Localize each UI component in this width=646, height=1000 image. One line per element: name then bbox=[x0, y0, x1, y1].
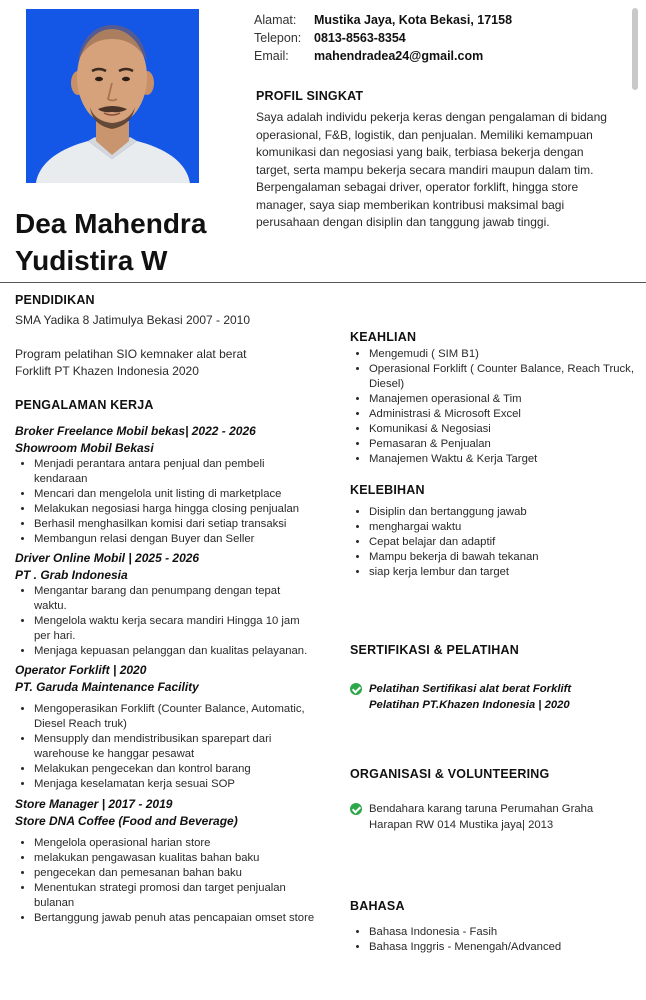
address-value: Mustika Jaya, Kota Bekasi, 17158 bbox=[314, 13, 513, 27]
list-item: • Disiplin dan bertanggung jawab bbox=[369, 505, 635, 520]
list-item: • Menjaga keselamatan kerja sesuai SOP bbox=[34, 777, 315, 792]
list-item: • Menjadi perantara antara penjual dan pembeli kendaraan bbox=[34, 457, 315, 487]
education-title: PENDIDIKAN bbox=[15, 293, 95, 307]
list-item: • Operasional Forklift ( Counter Balance, Reach Truck, Diesel) bbox=[369, 362, 635, 392]
job-title: Operator Forklift | 2020 bbox=[15, 663, 147, 677]
list-item: • Pemasaran & Penjualan bbox=[369, 437, 635, 452]
strengths-list bbox=[350, 505, 635, 580]
list-item: • Bertanggung jawab penuh atas pencapaian omset store bbox=[34, 911, 315, 926]
skills-title: KEAHLIAN bbox=[350, 330, 417, 344]
list-item: • Mengoperasikan Forklift (Counter Balance, Automatic, Diesel Reach truk) bbox=[34, 702, 315, 732]
organization-line: Bendahara karang taruna Perumahan Graha bbox=[369, 803, 594, 815]
organization-line: Harapan RW 014 Mustika jaya| 2013 bbox=[369, 819, 554, 831]
phone-value: 0813-8563-8354 bbox=[314, 31, 406, 45]
certification-entry bbox=[350, 681, 635, 713]
job-bullets bbox=[15, 836, 315, 926]
list-item: • siap kerja lembur dan target bbox=[369, 565, 635, 580]
name-line-2: Yudistira W bbox=[15, 245, 168, 276]
job-bullets bbox=[15, 457, 315, 547]
list-item: • Administrasi & Microsoft Excel bbox=[369, 407, 635, 422]
profile-text: Saya adalah individu pekerja keras dengan pengalaman di bidang operasional, F&B, logistik, dan penjualan. Memiliki kemampuan komunikasi dan negosiasi yang baik, terbiasa bekerja dengan target, serta mampu bekerja secara mandiri maupun dalam tim. Berpengalaman sebagai driver, operator forklift, hingga store manager, saya siap memberikan kontribusi maksimal bagi perusahaan dengan disiplin dan tanggung jawab tinggi. bbox=[256, 110, 607, 229]
phone-label: Telepon: bbox=[254, 31, 302, 45]
email-label: Email: bbox=[254, 49, 289, 63]
job-title: Store Manager | 2017 - 2019 bbox=[15, 797, 173, 811]
organization-title: ORGANISASI & VOLUNTEERING bbox=[350, 767, 550, 781]
profile-section bbox=[256, 89, 616, 232]
list-item: • Mengantar barang dan penumpang dengan tepat waktu. bbox=[34, 584, 315, 614]
contact-email bbox=[254, 47, 512, 65]
certification-line: Pelatihan Sertifikasi alat berat Forklift bbox=[369, 683, 572, 695]
education-item: Program pelatihan SIO kemnaker alat berat Forklift PT Khazen Indonesia 2020 bbox=[15, 347, 247, 378]
list-item: • Komunikasi & Negosiasi bbox=[369, 422, 635, 437]
languages-title: BAHASA bbox=[350, 899, 405, 913]
languages-list bbox=[350, 925, 635, 955]
contact-phone bbox=[254, 29, 512, 47]
check-circle-icon bbox=[350, 683, 362, 695]
list-item: • Mencari dan mengelola unit listing di marketplace bbox=[34, 487, 315, 502]
organization-text bbox=[369, 801, 593, 833]
job-entry bbox=[15, 550, 315, 659]
job-bullets bbox=[15, 702, 315, 792]
list-item: • Mengemudi ( SIM B1) bbox=[369, 347, 635, 362]
list-item: • Berhasil menghasilkan komisi dari setiap transaksi bbox=[34, 517, 315, 532]
list-item: • Manajemen Waktu & Kerja Target bbox=[369, 452, 635, 467]
job-company: Store DNA Coffee (Food and Beverage) bbox=[15, 814, 238, 828]
certification-text bbox=[369, 681, 571, 713]
experience-title: PENGALAMAN KERJA bbox=[15, 398, 154, 412]
strengths-title: KELEBIHAN bbox=[350, 483, 425, 497]
list-item: • pengecekan dan pemesanan bahan baku bbox=[34, 866, 315, 881]
name-line-1: Dea Mahendra bbox=[15, 208, 207, 239]
full-name bbox=[15, 205, 255, 279]
list-item: • Bahasa Indonesia - Fasih bbox=[369, 925, 635, 940]
list-item: • Mengelola waktu kerja secara mandiri Hingga 10 jam per hari. bbox=[34, 614, 315, 644]
address-label: Alamat: bbox=[254, 13, 297, 27]
email-value: mahendradea24@gmail.com bbox=[314, 49, 484, 63]
check-circle-icon bbox=[350, 803, 362, 815]
job-company: PT . Grab Indonesia bbox=[15, 568, 128, 582]
scrollbar-thumb[interactable] bbox=[632, 8, 638, 90]
contact-address bbox=[254, 11, 512, 29]
list-item: • Melakukan negosiasi harga hingga closing penjualan bbox=[34, 502, 315, 517]
education-item: SMA Yadika 8 Jatimulya Bekasi 2007 - 2010 bbox=[15, 313, 251, 327]
skills-list bbox=[350, 347, 635, 467]
list-item: • Mensupply dan mendistribusikan sparepart dari warehouse ke hanggar pesawat bbox=[34, 732, 315, 762]
portrait-illustration bbox=[26, 9, 199, 183]
job-company: Showroom Mobil Bekasi bbox=[15, 441, 154, 455]
profile-photo bbox=[26, 9, 199, 183]
list-item: • Mampu bekerja di bawah tekanan bbox=[369, 550, 635, 565]
contact-info bbox=[254, 11, 512, 65]
job-entry bbox=[15, 423, 315, 547]
job-bullets bbox=[15, 584, 315, 659]
list-item: • Bahasa Inggris - Menengah/Advanced bbox=[369, 940, 635, 955]
list-item: • Menjaga kepuasan pelanggan dan kualitas pelayanan. bbox=[34, 644, 315, 659]
header-divider bbox=[0, 282, 646, 283]
list-item: • Cepat belajar dan adaptif bbox=[369, 535, 635, 550]
left-column bbox=[15, 293, 315, 926]
list-item: • Manajemen operasional & Tim bbox=[369, 392, 635, 407]
list-item: • Melakukan pengecekan dan kontrol barang bbox=[34, 762, 315, 777]
list-item: • melakukan pengawasan kualitas bahan baku bbox=[34, 851, 315, 866]
certification-line: Pelatihan PT.Khazen Indonesia | 2020 bbox=[369, 699, 570, 711]
certification-title: SERTIFIKASI & PELATIHAN bbox=[350, 643, 519, 657]
list-item: • Mengelola operasional harian store bbox=[34, 836, 315, 851]
list-item: • Menentukan strategi promosi dan target penjualan bulanan bbox=[34, 881, 315, 911]
profile-title: PROFIL SINGKAT bbox=[256, 89, 364, 103]
job-entry bbox=[15, 662, 315, 792]
list-item: • menghargai waktu bbox=[369, 520, 635, 535]
job-title: Driver Online Mobil | 2025 - 2026 bbox=[15, 551, 200, 565]
list-item: • Membangun relasi dengan Buyer dan Seller bbox=[34, 532, 315, 547]
job-entry bbox=[15, 796, 315, 926]
organization-entry bbox=[350, 801, 635, 833]
job-title: Broker Freelance Mobil bekas| 2022 - 2026 bbox=[15, 424, 256, 438]
right-column bbox=[350, 330, 635, 955]
job-company: PT. Garuda Maintenance Facility bbox=[15, 680, 199, 694]
